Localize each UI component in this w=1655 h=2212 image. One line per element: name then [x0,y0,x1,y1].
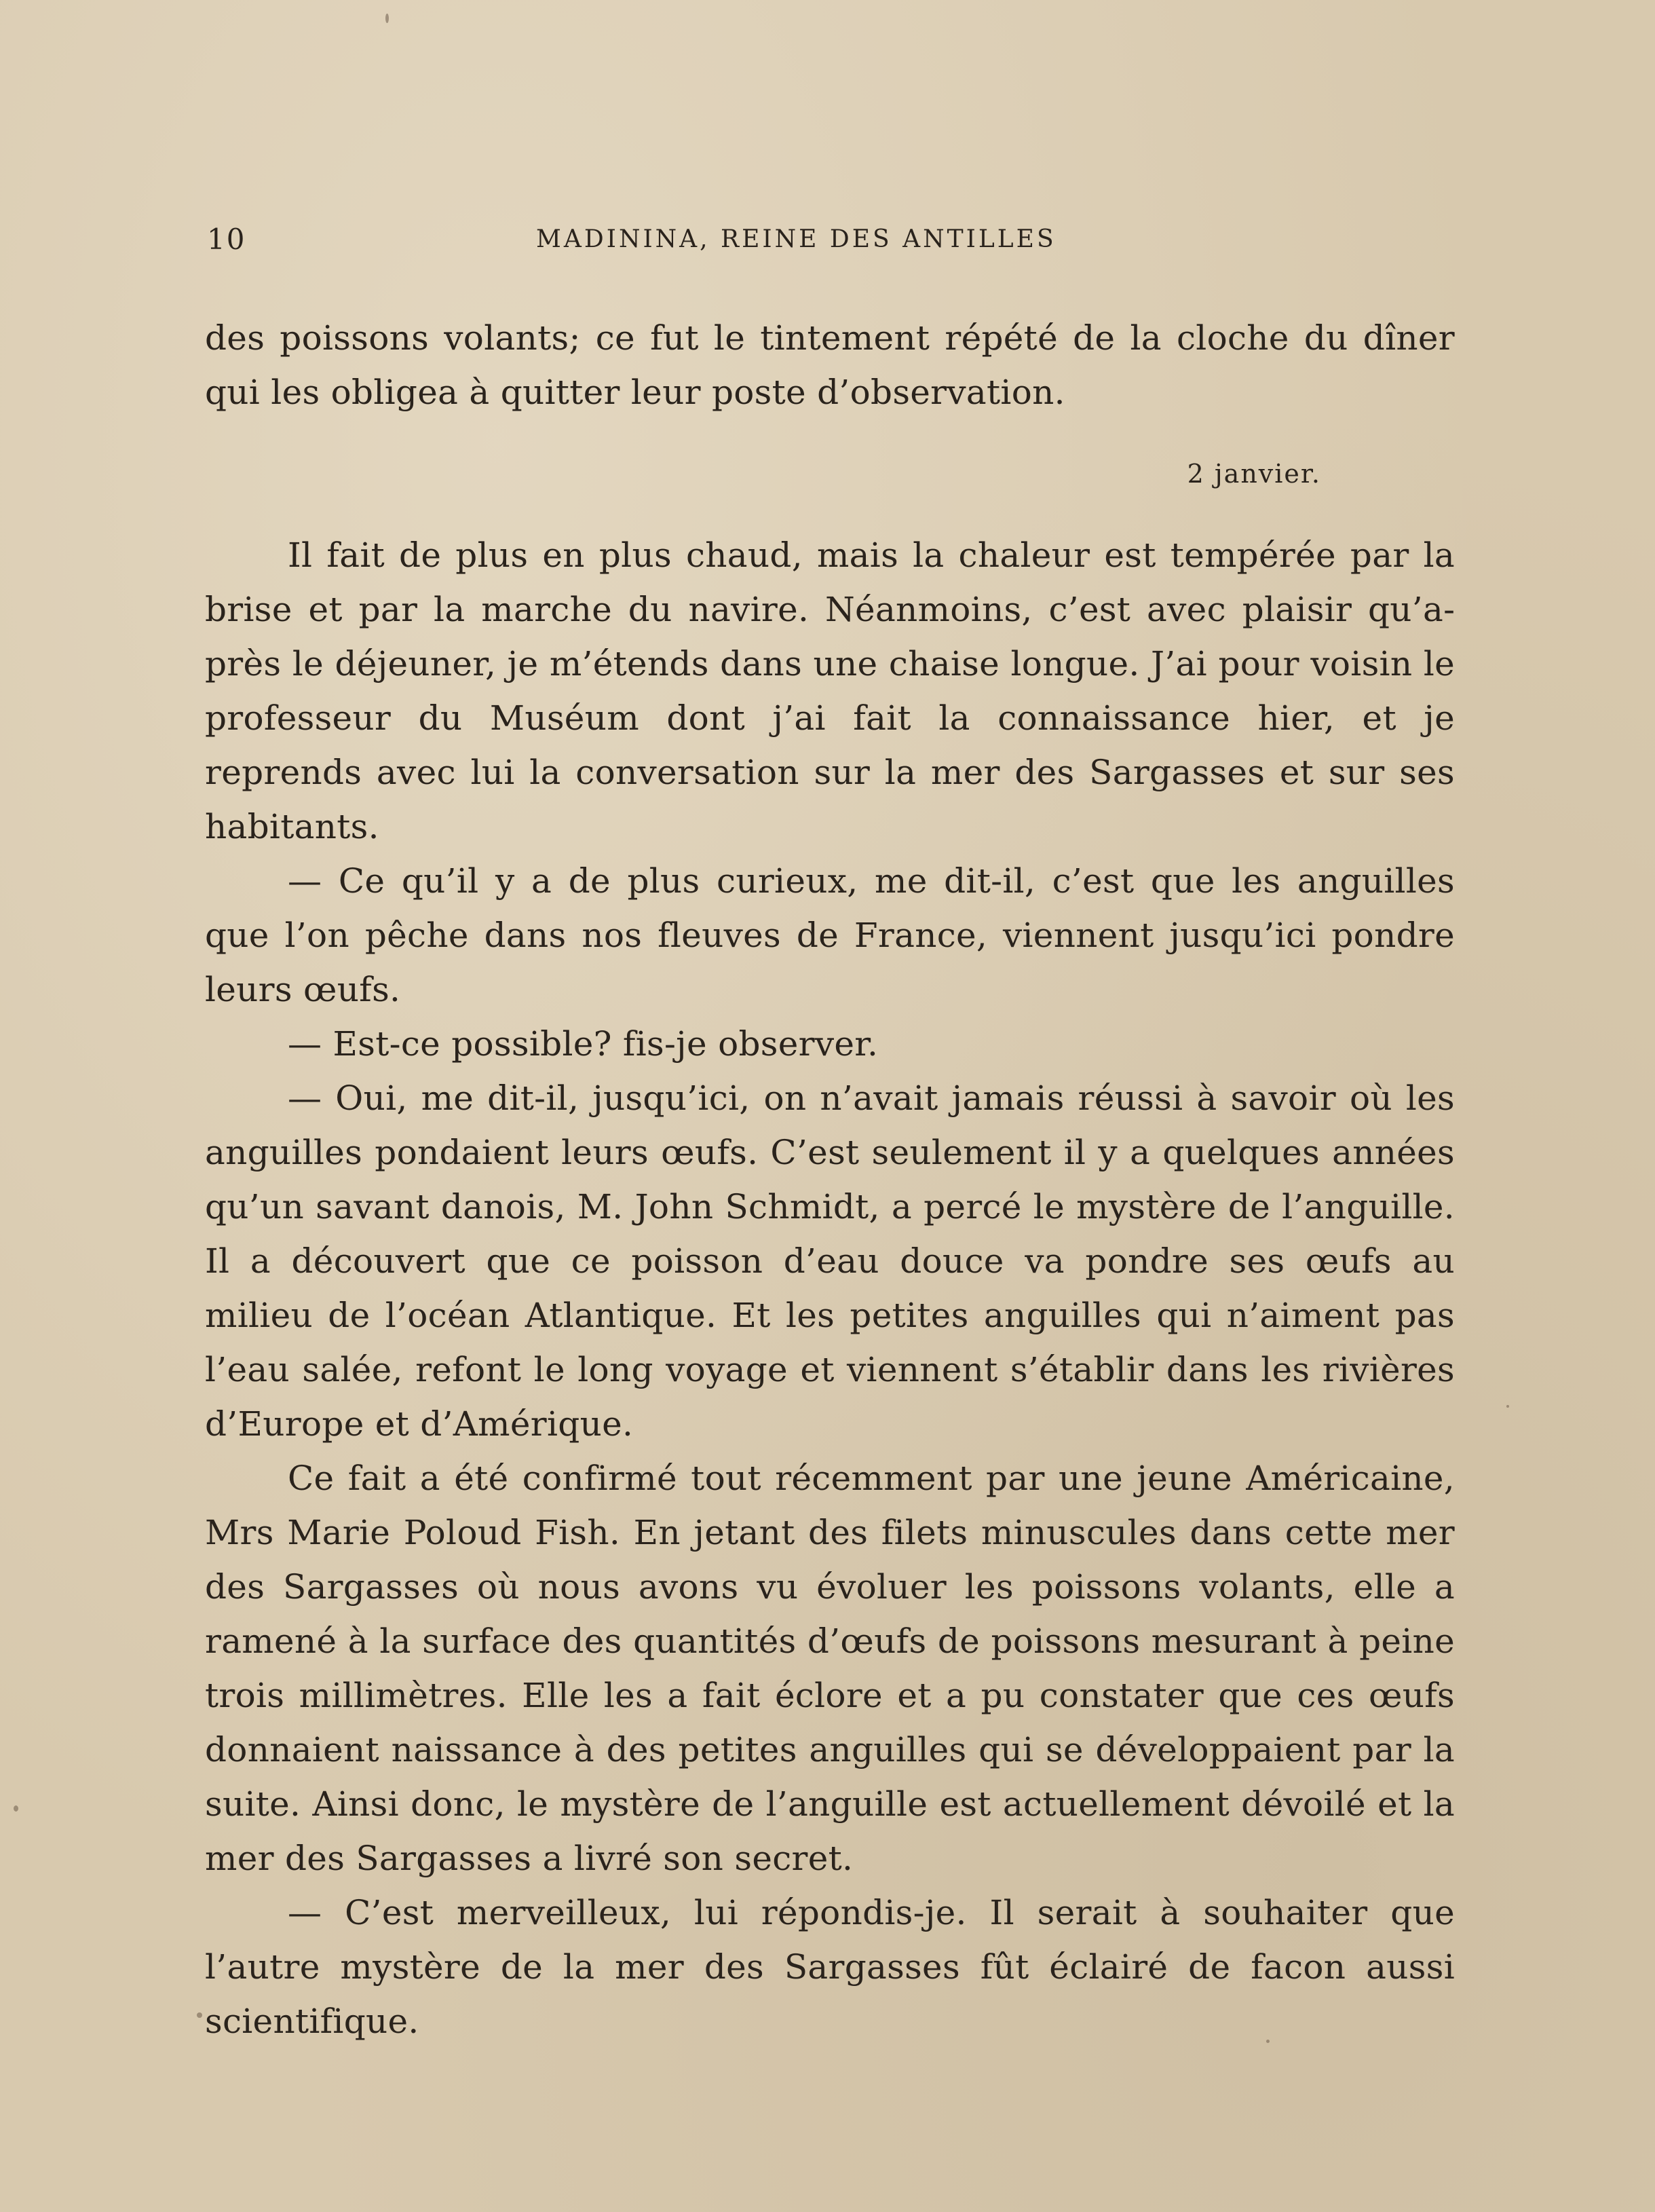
paper-speck [1266,2040,1270,2043]
paper-speck [1506,1405,1509,1408]
paper-speck [385,14,389,23]
paper-speck [14,1805,18,1812]
paragraph-schmidt: — Oui, me dit-il, jusqu’ici, on n’avait jamais réussi à savoir où les anguilles pondaient leurs œufs. C’est seulement il y a quelques années qu’un savant danois, M. John Schmidt, a percé le mystère de l’anguille. Il a découvert que ce poisson d’eau douce va pondre ses œufs au milieu de l’océan Atlantique. Et les petites anguilles qui n’aiment pas l’eau salée, refont le long voyage et viennent s’établir dans les rivières d’Europe et d’Amérique. [205,1079,1455,1444]
page-number: 10 [207,223,246,256]
paragraph-reply: — C’est merveilleux, lui répondis-je. Il serait à souhaiter que l’autre mystère de la mer des Sargasses fût éclairé de facon aussi scientifique. [205,1893,1455,2041]
spacer [205,501,1455,528]
dateline: 2 janvier. [1187,459,1321,489]
paragraph-eels-intro: — Ce qu’il y a de plus curieux, me dit-il, c’est que les anguilles que l’on pêche dans nos fleuves de France, viennent jusqu’ici pondre leurs œufs. [205,861,1455,1009]
body-text [205,311,1455,2048]
paragraph-continuation: des poissons volants; ce fut le tintement répété de la cloche du dîner qui les obligea à quitter leur poste d’observation. [205,318,1455,412]
running-head [207,223,1123,263]
book-title: MADININA, REINE DES ANTILLES [536,225,1057,253]
paper-speck [197,2012,202,2018]
paragraph-question: — Est-ce possible? fis-je observer. [288,1024,879,1064]
paragraph-fish: Ce fait a été confirmé tout récemment par une jeune Américaine, Mrs Marie Poloud Fish. En jetant des filets minuscules dans cette mer des Sargasses où nous avons vu évoluer les poissons volants, elle a ramené à la surface des quantités d’œufs de poissons mesurant à peine trois millimètres. Elle les a fait éclore et a pu constater que ces œufs donnaient naissance à des petites anguilles qui se développaient par la suite. Ainsi donc, le mystère de l’anguille est actuellement dévoilé et la mer des Sargasses a livré son secret. [205,1459,1455,1878]
paragraph-heat: Il fait de plus en plus chaud, mais la chaleur est tempérée par la brise et par la marche du navire. Néanmoins, c’est avec plaisir qu’après le déjeuner, je m’étends dans une chaise longue. J’ai pour voisin le professeur du Muséum dont j’ai fait la connaissance hier, et je reprends avec lui la conversation sur la mer des Sargasses et sur ses habitants. [205,536,1455,846]
spacer [205,419,1455,447]
